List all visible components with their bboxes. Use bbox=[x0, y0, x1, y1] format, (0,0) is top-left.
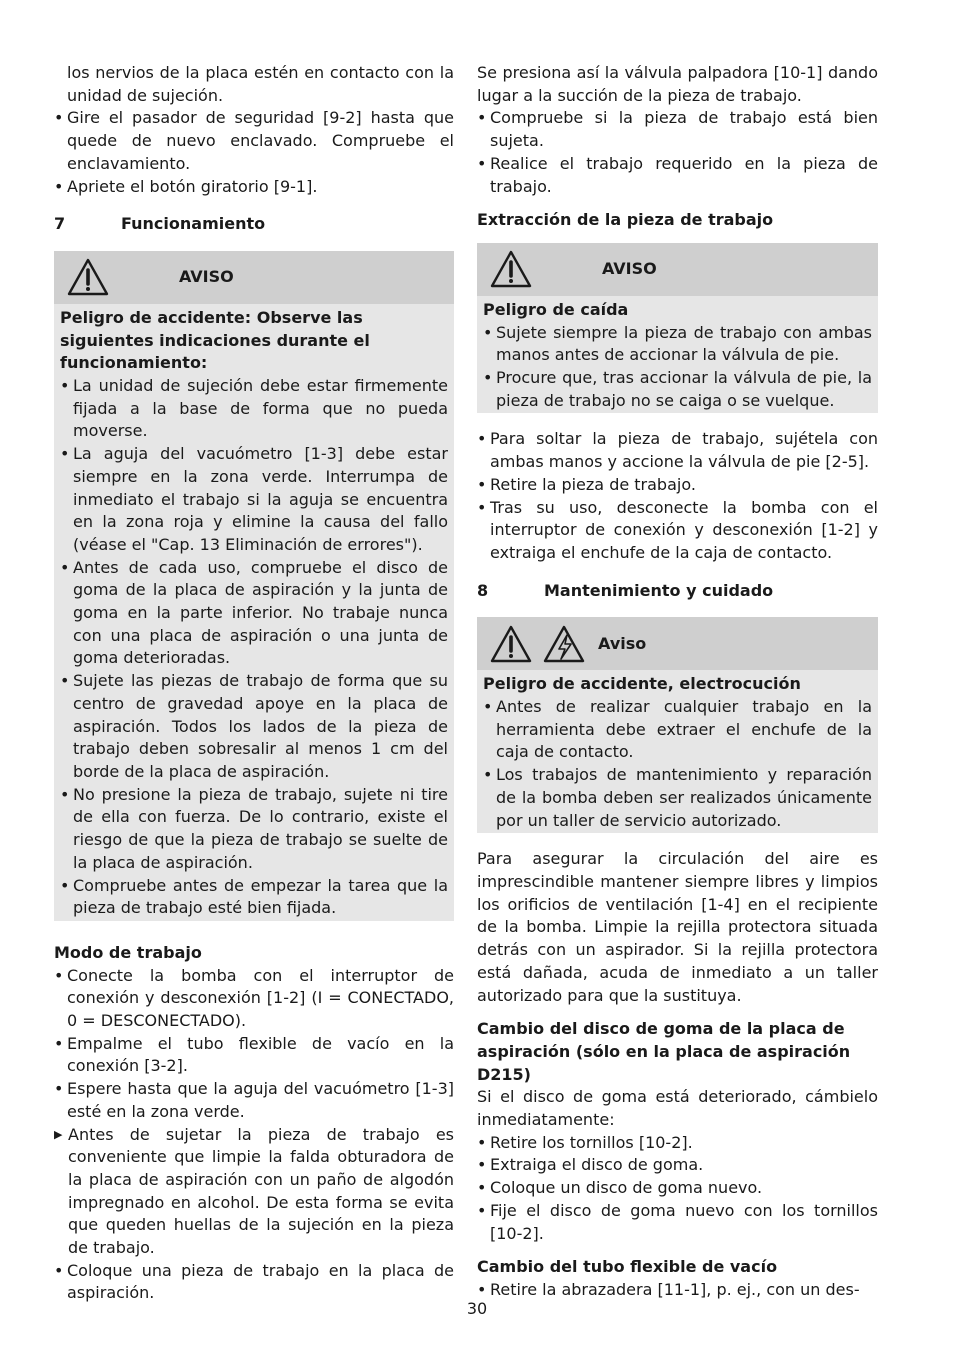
warning-box-electrocution bbox=[477, 617, 878, 833]
list-item: • Tras su uso, desconecte la bomba con el interruptor de conexión y desconexión [1-2] y extraiga el enchufe de la caja de contacto. bbox=[477, 497, 878, 565]
left-column bbox=[54, 62, 454, 1305]
list-item: • Antes de cada uso, compruebe el disco de goma de la placa de aspiración y la junta de goma en la parte inferior. No trabaje nunca con una placa de aspiración o una junta de goma deterioradas. bbox=[60, 557, 448, 671]
warning-list bbox=[60, 375, 448, 920]
list-item: • Apriete el botón giratorio [9-1]. bbox=[54, 176, 454, 199]
warning-body bbox=[477, 296, 878, 414]
section-title: Mantenimiento y cuidado bbox=[544, 580, 774, 600]
list-item: • La unidad de sujeción debe estar firmemente fijada a la base de forma que no pueda moverse. bbox=[60, 375, 448, 443]
list-item: • Conecte la bomba con el interruptor de conexión y desconexión [1-2] (I = CONECTADO, 0 = DESCONECTADO). bbox=[54, 965, 454, 1033]
right-intro-text: Se presiona así la válvula palpadora [10-1] dando lugar a la succión de la pieza de trabajo. bbox=[477, 63, 878, 105]
list-item: • La aguja del vacuómetro [1-3] debe estar siempre en la zona verde. Interrumpa de inmediato el trabajo si la aguja se encuentra en la zona roja y elimine la causa del fallo (véase el "Cap. 13 Eliminación de errores"). bbox=[60, 443, 448, 557]
warning-header bbox=[477, 243, 878, 296]
section-8-heading bbox=[477, 580, 878, 603]
list-item: • Gire el pasador de seguridad [9-2] hasta que quede de nuevo enclavado. Compruebe el enclavamiento. bbox=[54, 107, 454, 175]
list-item: • Retire los tornillos [10-2]. bbox=[477, 1132, 878, 1155]
list-item: • Procure que, tras accionar la válvula de pie, la pieza de trabajo no se caiga o se vuelque. bbox=[483, 367, 872, 412]
right-column bbox=[477, 62, 878, 1302]
warning-box-operation bbox=[54, 251, 454, 921]
list-item: • Retire la abrazadera [11-1], p. ej., con un des- bbox=[477, 1279, 878, 1302]
hose-heading: Cambio del tubo flexible de vacío bbox=[477, 1257, 778, 1277]
rubber-disc-heading: Cambio del disco de goma de la placa de aspiración (sólo en la placa de aspiración D215) bbox=[477, 1019, 851, 1084]
list-item: • Realice el trabajo requerido en la pieza de trabajo. bbox=[477, 153, 878, 198]
left-intro-list bbox=[54, 107, 454, 198]
tip-item: ▶ Antes de sujetar la pieza de trabajo es conveniente que limpie la falda obturadora de la placa de aspiración con un paño de algodón impregnado en alcohol. De esta forma se evita que queden huellas de la sujeción en la pieza de trabajo. bbox=[54, 1124, 454, 1260]
rubber-disc-list bbox=[477, 1132, 878, 1246]
warning-label: AVISO bbox=[602, 259, 657, 279]
work-mode-list bbox=[54, 965, 454, 1306]
warning-list bbox=[483, 322, 872, 413]
warning-triangle-icon bbox=[489, 624, 533, 664]
list-item: • Compruebe si la pieza de trabajo está bien sujeta. bbox=[477, 107, 878, 152]
page-number: 30 bbox=[466, 1299, 488, 1318]
electric-shock-icon bbox=[542, 624, 586, 664]
list-item: • Retire la pieza de trabajo. bbox=[477, 474, 878, 497]
list-item: • Sujete siempre la pieza de trabajo con ambas manos antes de accionar la válvula de pie. bbox=[483, 322, 872, 367]
list-item: • Los trabajos de mantenimiento y reparación de la bomba deben ser realizados únicamente por un taller de servicio autorizado. bbox=[483, 764, 872, 832]
rubber-disc-intro: Si el disco de goma está deteriorado, cámbielo inmediatamente: bbox=[477, 1087, 878, 1130]
list-item: • Antes de realizar cualquier trabajo en la herramienta debe extraer el enchufe de la caja de contacto. bbox=[483, 696, 872, 764]
list-item: • Empalme el tubo flexible de vacío en la conexión [3-2]. bbox=[54, 1033, 454, 1078]
list-item: • Compruebe antes de empezar la tarea que la pieza de trabajo esté bien fijada. bbox=[60, 875, 448, 920]
warning-triangle-icon bbox=[66, 257, 110, 297]
warning-label: AVISO bbox=[179, 267, 234, 287]
section-title: Funcionamiento bbox=[121, 214, 266, 234]
list-item: • Coloque una pieza de trabajo en la placa de aspiración. bbox=[54, 1260, 454, 1305]
warning-header bbox=[477, 617, 878, 670]
warning-header bbox=[54, 251, 454, 304]
warning-triangle-icon bbox=[489, 249, 533, 289]
work-mode-heading: Modo de trabajo bbox=[54, 942, 202, 962]
warning-title: Peligro de caída bbox=[483, 299, 629, 319]
list-item: • Fije el disco de goma nuevo con los tornillos [10-2]. bbox=[477, 1200, 878, 1245]
section-number: 8 bbox=[477, 580, 489, 600]
extraction-heading: Extracción de la pieza de trabajo bbox=[477, 210, 774, 230]
left-intro-text: los nervios de la placa estén en contacto con la unidad de sujeción. bbox=[67, 63, 454, 105]
list-item: • Para soltar la pieza de trabajo, sujétela con ambas manos y accione la válvula de pie [2-5]. bbox=[477, 428, 878, 473]
list-item: • Espere hasta que la aguja del vacuómetro [1-3] esté en la zona verde. bbox=[54, 1078, 454, 1123]
list-item: • No presione la pieza de trabajo, sujete ni tire de ella con fuerza. De lo contrario, existe el riesgo de que la pieza de trabajo se suelte de la placa de aspiración. bbox=[60, 784, 448, 875]
section-7-heading bbox=[54, 213, 454, 236]
warning-title: Peligro de accidente, electrocución bbox=[483, 674, 801, 694]
warning-label: Aviso bbox=[598, 633, 647, 653]
right-intro-list bbox=[477, 107, 878, 198]
warning-body bbox=[477, 670, 878, 833]
list-item: • Coloque un disco de goma nuevo. bbox=[477, 1177, 878, 1200]
warning-body bbox=[54, 304, 454, 921]
extraction-list bbox=[477, 428, 878, 564]
warning-list bbox=[483, 696, 872, 832]
section-number: 7 bbox=[54, 214, 66, 234]
maintenance-paragraph: Para asegurar la circulación del aire es imprescindible mantener siempre libres y limpios los orificios de ventilación [1-4] en el recipiente de la bomba. Limpie la rejilla protectora situada detrás con un aspirador. Si la rejilla protectora está dañada, acuda de inmediato a un taller autorizado para que la sustituya. bbox=[477, 849, 878, 1005]
warning-box-fall bbox=[477, 243, 878, 414]
list-item: • Extraiga el disco de goma. bbox=[477, 1154, 878, 1177]
list-item: • Sujete las piezas de trabajo de forma que su centro de gravedad apoye en la placa de aspiración. Todos los lados de la pieza de trabajo deben sobresalir al menos 1 cm del borde de la placa de aspiración. bbox=[60, 670, 448, 784]
warning-title: Peligro de accidente: Observe las siguientes indicaciones durante el funcionamiento: bbox=[60, 307, 370, 373]
